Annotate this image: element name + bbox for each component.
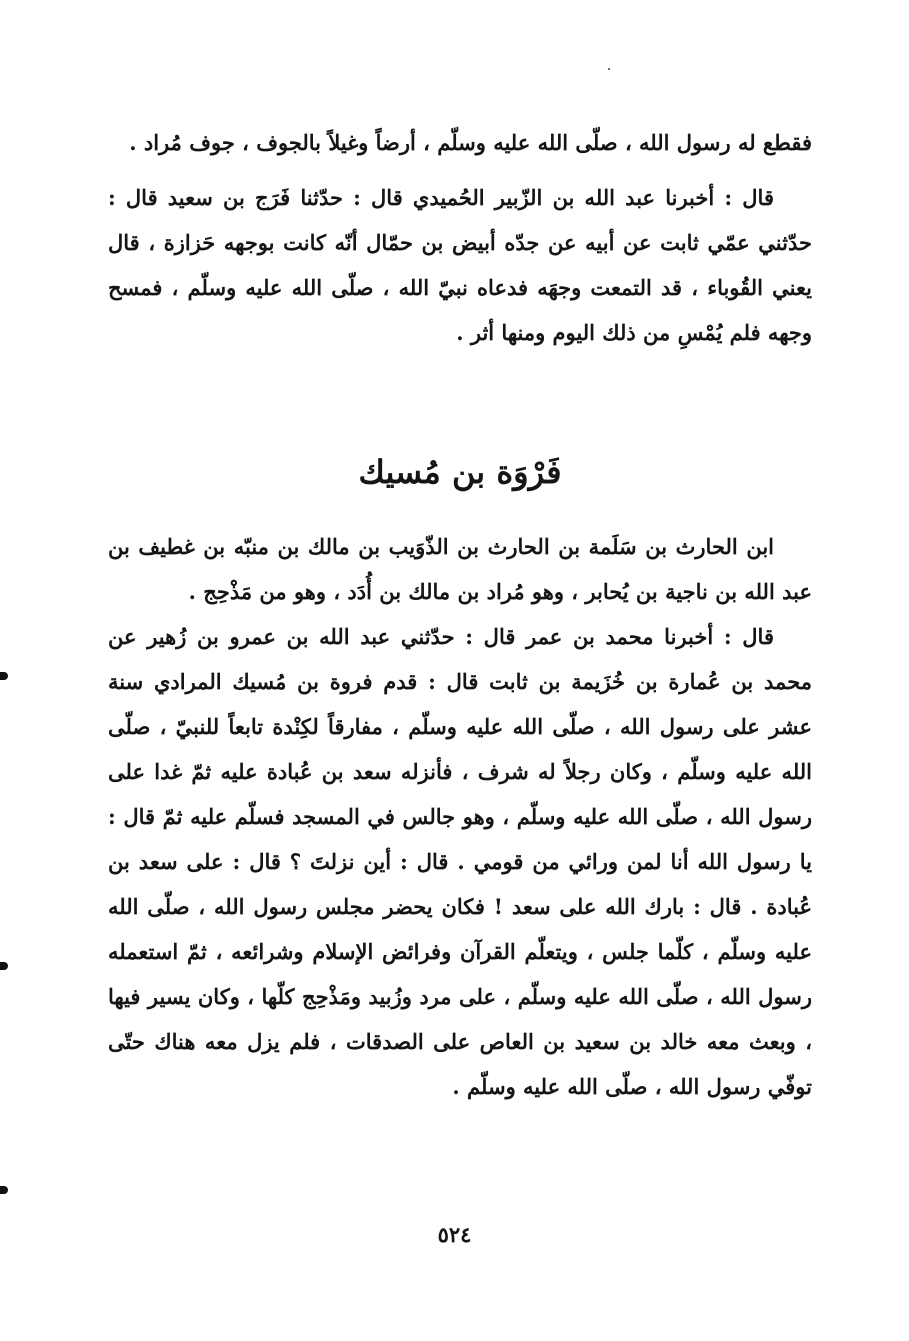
scan-edge-mark [0, 1186, 8, 1194]
scan-edge-mark [0, 672, 8, 680]
bottom-text-block [108, 524, 812, 1109]
paragraph-land-grant: فقطع له رسول الله ، صلّى الله عليه وسلّم ، أرضاً وغيلاً بالجوف ، جوف مُراد . [129, 130, 812, 155]
paragraph-farwa-narration: قال : أخبرنا محمد بن عمر قال : حدّثني عبد الله بن عمرو بن زُهير عن محمد بن عُمارة بن خُزَيمة بن ثابت قال : قدم فروة بن مُسيك المرادي سنة عشر على رسول الله ، صلّى الله عليه وسلّم ، مفارقاً لكِنْدة تابعاً للنبيّ ، صلّى الله عليه وسلّم ، وكان رجلاً له شرف ، فأنزله سعد بن عُبادة عليه ثمّ غدا على رسول الله ، صلّى الله عليه وسلّم ، وهو جالس في المسجد فسلّم عليه ثمّ قال : يا رسول الله أنا لمن ورائي من قومي . قال : أين نزلتَ ؟ قال : على سعد بن عُبادة . قال : بارك الله على سعد ! فكان يحضر مجلس رسول الله ، صلّى الله عليه وسلّم ، كلّما جلس ، ويتعلّم القرآن وفرائض الإسلام وشرائعه ، ثمّ استعمله رسول الله ، صلّى الله عليه وسلّم ، على مرد وزُبيد ومَذْحِج كلّها ، وكان يسير فيها ، وبعث معه خالد بن سعيد بن العاص على الصدقات ، فلم يزل معه هناك حتّى توفّي رسول الله ، صلّى الله عليه وسلّم . [108, 624, 812, 1099]
section-heading: فَرْوَة بن مُسيك [358, 453, 562, 491]
paragraph-abyad-narration: قال : أخبرنا عبد الله بن الزّبير الحُميدي قال : حدّثنا فَرَج بن سعيد قال : حدّثني عمّي ثابت عن أبيه عن جدّه أبيض بن حمّال أنّه كانت بوجهه حَزازة ، قال يعني القُوباء ، قد التمعت وجهَه فدعاه نبيّ الله ، صلّى الله عليه وسلّم ، فمسح وجهه فلم يُمْسِ من ذلك اليوم ومنها أثر . [108, 185, 812, 345]
scan-edge-mark [0, 962, 8, 970]
top-text-block [108, 120, 812, 355]
scan-speck [608, 68, 610, 70]
page-number: ٥٢٤ [437, 1222, 472, 1247]
paragraph-lineage: ابن الحارث بن سَلَمة بن الحارث بن الذّوَيب بن مالك بن منبّه بن غطيف بن عبد الله بن ناجية بن يُحابر ، وهو مُراد بن مالك بن أُدَد ، وهو من مَذْحِج . [108, 534, 812, 604]
